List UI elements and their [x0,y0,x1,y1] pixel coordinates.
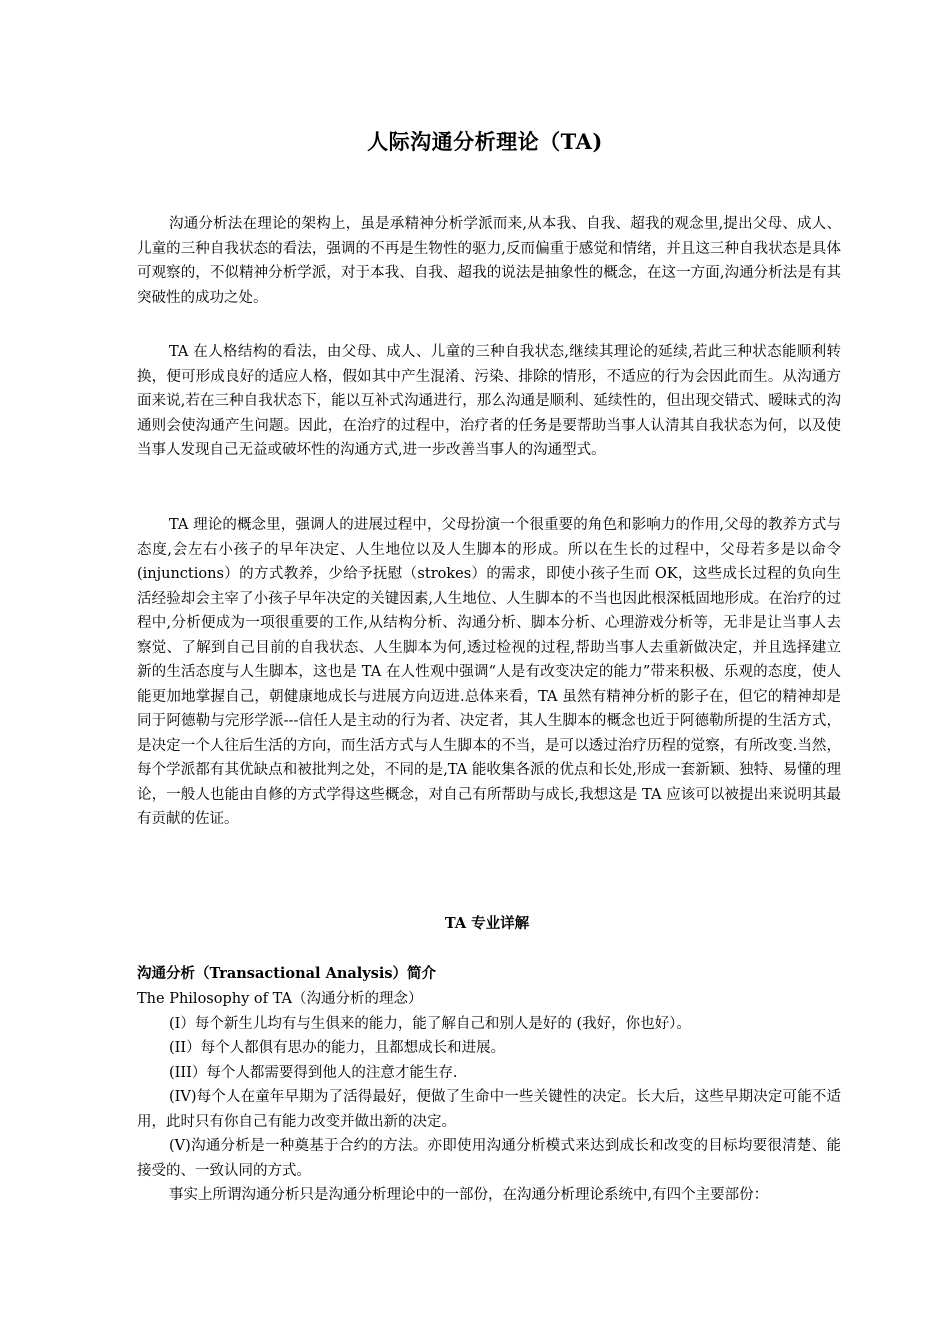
philosophy-line: The Philosophy of TA（沟通分析的理念） [137,991,423,1007]
intro-heading: 沟通分析（Transactional Analysis）简介 [137,965,437,982]
document-title: 人际沟通分析理论（TA) [367,129,603,154]
principle-item: (II）每个人都俱有思办的能力，且都想成长和进展。 [169,1040,506,1056]
section-title: TA 专业详解 [444,915,530,932]
paragraph-1: 沟通分析法在理论的架构上，虽是承精神分析学派而来,从本我、自我、超我的观念里,提出父母、成人、儿童的三种自我状态的看法，强调的不再是生物性的驱力,反而偏重于感觉和情绪，并且这三种自我状态是具体可观察的，不似精神分析学派，对于本我、自我、超我的说法是抽象性的概念，在这一方面,沟通分析法是有其突破性的成功之处。 [137,216,841,306]
philosophy-section [137,987,841,1208]
paragraph-2: TA 在人格结构的看法，由父母、成人、儿童的三种自我状态,继续其理论的延续,若此三种状态能顺利转换，便可形成良好的适应人格，假如其中产生混淆、污染、排除的情形，不适应的行为会因此而生。从沟通方面来说,若在三种自我状态下，能以互补式沟通进行，那么沟通是顺利、延续性的，但出现交错式、暧昧式的沟通则会使沟通产生问题。因此，在治疗的过程中，治疗者的任务是要帮助当事人认清其自我状态为何，以及使当事人发现自己无益或破坏性的沟通方式,进一步改善当事人的沟通型式。 [137,344,841,458]
principle-item: (I）每个新生儿均有与生俱来的能力，能了解自己和别人是好的 (我好，你也好）。 [169,1015,691,1032]
paragraph-3: TA 理论的概念里，强调人的进展过程中，父母扮演一个很重要的角色和影响力的作用,父母的教养方式与态度,会左右小孩子的早年决定、人生地位以及人生脚本的形成。所以在生长的过程中，父母若多是以命令(injunctions）的方式教养，少给予抚慰（strokes）的需求，即使小孩子生而 OK，这些成长过程的负向生活经验却会主宰了小孩子早年决定的关键因素,人生地位、人生脚本的不当也因此根深柢固地形成。在治疗的过程中,分析便成为一项很重要的工作,从结构分析、沟通分析、脚本分析、心理游戏分析等，无非是让当事人去察觉、了解到自己目前的自我状态、人生脚本为何,透过检视的过程,帮助当事人去重新做决定，并且选择建立新的生活态度与人生脚本，这也是 TA 在人性观中强调“人是有改变决定的能力”带来积极、乐观的态度，使人能更加地掌握自己，朝健康地成长与进展方向迈进.总体来看，TA 虽然有精神分析的影子在，但它的精神却是同于阿德勒与完形学派---信任人是主动的行为者、决定者，其人生脚本的概念也近于阿德勒所提的生活方式，是决定一个人往后生活的方向，而生活方式与人生脚本的不当，是可以透过治疗历程的觉察，有所改变.当然，每个学派都有其优缺点和被批判之处，不同的是,TA 能收集各派的优点和长处,形成一套新颖、独特、易懂的理论，一般人也能由自修的方式学得这些概念，对自己有所帮助与成长,我想这是 TA 应该可以被提出来说明其最有贡献的佐证。 [137,517,841,827]
closing-paragraph: 事实上所谓沟通分析只是沟通分析理论中的一部份，在沟通分析理论系统中,有四个主要部份： [169,1187,769,1203]
principle-item: (V)沟通分析是一种奠基于合约的方法。亦即使用沟通分析模式来达到成长和改变的目标均要很清楚、能接受的、一致认同的方式。 [137,1138,841,1179]
principle-item: (IV)每个人在童年早期为了活得最好，便做了生命中一些关键性的决定。长大后，这些早期决定可能不适用，此时只有你自己有能力改变并做出新的决定。 [137,1089,841,1130]
principle-item: (III）每个人都需要得到他人的注意才能生存. [169,1064,458,1081]
